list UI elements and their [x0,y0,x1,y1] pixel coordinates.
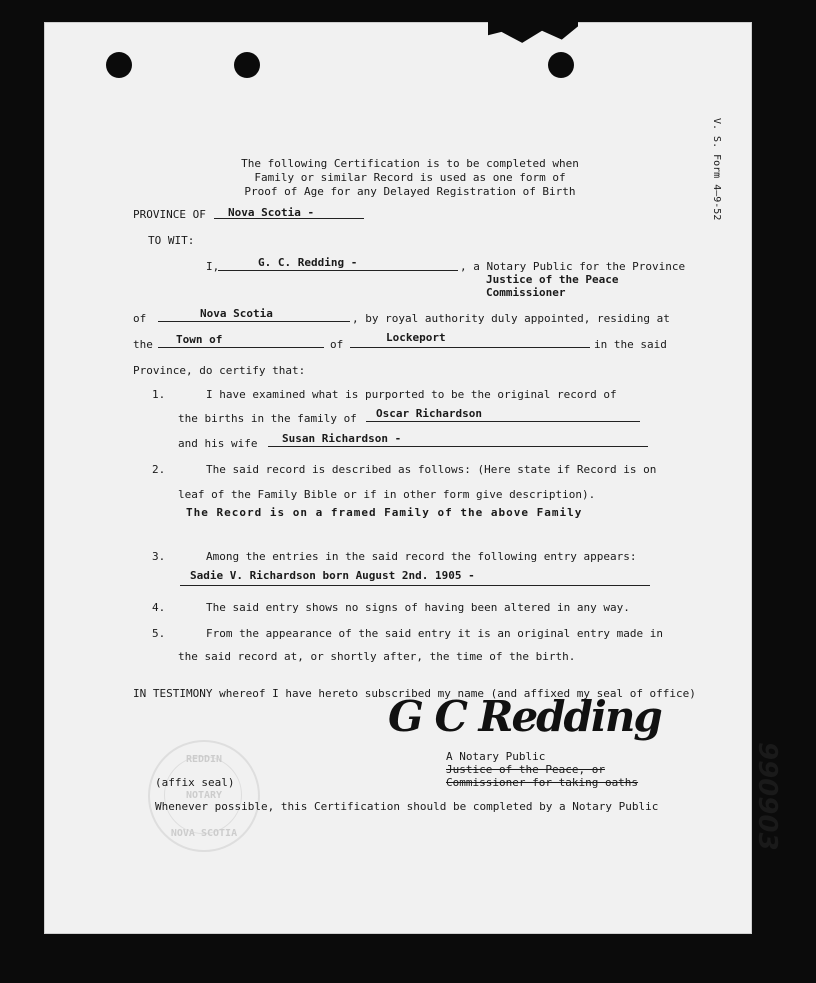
wife-label: and his wife [178,437,258,450]
seal-text-mid: NOTARY [185,790,223,801]
notary-name: G. C. Redding - [258,256,358,269]
role-text: , a Notary Public for the Province [460,260,686,273]
item-2-text: The said record is described as follows: (Here state if Record is on [206,463,657,476]
seal-text-top: REDDIN [185,754,223,765]
testimony-line: IN TESTIMONY whereof I have hereto subscribed my name (and affixed my seal of office) [133,687,696,700]
item-4-text: The said entry shows no signs of having been altered in any way. [206,601,630,614]
role-line-3: Commissioner [486,286,566,299]
royal-text: , by royal authority duly appointed, residing at [352,312,670,325]
certify-line: Province, do certify that: [133,364,306,377]
intro-line-2: Family or similar Record is used as one form of [254,171,566,184]
signature-title-2: Justice of the Peace, or [446,763,605,776]
item-5-text: From the appearance of the said entry it is an original entry made in [206,627,663,640]
record-description: The Record is on a framed Family of the above Family [186,506,583,519]
item-number: 2. [152,463,166,476]
father-name: Oscar Richardson [376,407,482,420]
of2-label: of [330,338,344,351]
to-wit-label: TO WIT: [148,234,195,247]
intro-line-1: The following Certification is to be completed when [241,157,579,170]
item-5-text-2: the said record at, or shortly after, the time of the birth. [178,650,576,663]
the-label: the [133,338,153,351]
mother-name: Susan Richardson - [282,432,402,445]
notary-seal-emboss [148,740,260,852]
punch-hole [106,52,132,78]
item-3-text: Among the entries in the said record the following entry appears: [206,550,637,563]
affix-seal-label: (affix seal) [155,776,235,789]
punch-hole [234,52,260,78]
footer-note: Whenever possible, this Certification should be completed by a Notary Public [155,800,659,813]
item-2-text-2: leaf of the Family Bible or if in other form give description). [178,488,596,501]
item-number: 4. [152,601,166,614]
in-said-label: in the said [594,338,667,351]
punch-hole [548,52,574,78]
file-number-stamp: 990903 [752,742,782,851]
notary-signature: G C Redding [388,692,661,741]
item-number: 3. [152,550,166,563]
place-value: Lockeport [386,331,446,344]
entry-underline [180,585,650,586]
town-value: Town of [176,333,223,346]
item-1-text: I have examined what is purported to be the original record of [206,388,617,401]
seal-text-bottom: NOVA SCOTIA [170,828,238,839]
of-value: Nova Scotia [200,307,273,320]
i-label: I, [206,260,220,273]
province-label: PROVINCE OF [133,208,206,221]
signature-title-3: Commissioner for taking oaths [446,776,639,789]
item-number: 5. [152,627,166,640]
form-number-label: V. S. Form 4—9-52 [711,118,722,221]
province-value: Nova Scotia - [228,206,315,219]
births-label: the births in the family of [178,412,357,425]
intro-line-3: Proof of Age for any Delayed Registration of Birth [244,185,576,198]
item-number: 1. [152,388,166,401]
role-line-2: Justice of the Peace [486,273,619,286]
of-label: of [133,312,147,325]
signature-title-1: A Notary Public [446,750,546,763]
entry-value: Sadie V. Richardson born August 2nd. 1905 - [190,569,475,582]
